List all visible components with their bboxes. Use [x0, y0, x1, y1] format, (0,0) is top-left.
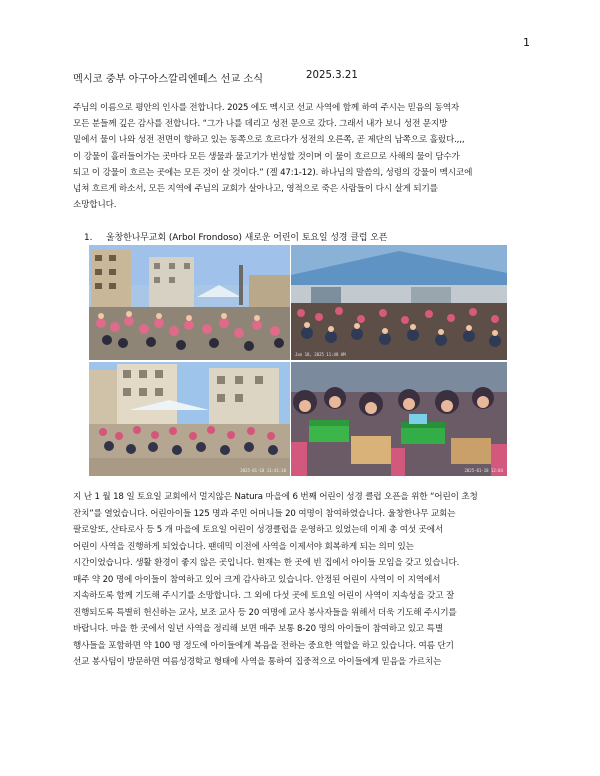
page-number: 1 — [523, 36, 530, 49]
intro-line: 이 강물이 흘러들어가는 곳마다 모든 생물과 물고기가 번성할 것이며 이 물이 흐르므로 사해의 물이 담수가 — [73, 151, 460, 162]
tent-ministry-crowd-photo — [291, 245, 507, 360]
photo-timestamp: 2025-01-18 12:04 — [464, 468, 503, 473]
section-title: 울창한나무교회 (Arbol Frondoso) 새로운 어린이 토요일 성경 클럽 오픈 — [106, 233, 388, 243]
intro-line: 넘쳐 흐르게 하소서, 모든 지역에 주님의 교회가 살아나고, 영적으로 죽은 사람들이 다시 살게 되기를 — [73, 184, 438, 195]
section-heading — [84, 230, 387, 243]
intro-line: 밑에서 물이 나와 성전 전면이 향하고 있는 동쪽으로 흐르다가 성전의 오른쪽, 곧 제단의 남쪽으로 흘렀다.,,, — [73, 135, 465, 146]
body-line: 지속하도록 함께 기도해 주시기를 소망합니다. 그 외에 다섯 곳에 토요일 어린이 사역이 지속성을 갖고 잘 — [73, 591, 455, 601]
newsletter-header — [73, 70, 540, 85]
body-line: 매주 약 20 명에 아이들이 참여하고 있어 크게 감사하고 있습니다. 안정된 어린이 사역이 이 지역에서 — [73, 574, 441, 585]
group-photo-apartments — [89, 362, 290, 476]
section-number: 1. — [84, 233, 93, 243]
body-line: 행사들을 포함하면 약 100 명 정도에 아이들에게 복음을 전하는 중요한 역할을 하고 있습니다. 여름 단기 — [73, 640, 454, 651]
intro-line: 모든 분들께 깊은 감사를 전합니다. “그가 나를 데리고 성전 문으로 갔다. 그래서 내가 보니 성전 문지방 — [73, 119, 448, 130]
body-line: 시간이었습니다. 생활 환경이 좋지 않은 곳입니다. 현재는 한 곳에 빈 집에서 아이들 모임을 갖고 있습니다. — [73, 558, 460, 568]
photo-timestamp: Jan 18, 2025 11:48 AM — [295, 352, 346, 357]
intro-line: 되고 이 강물이 흐르는 곳에는 모든 것이 살 것이다.” (겔 47:1-12). 하나님의 말씀의, 성령의 강물이 멕시코에 — [73, 167, 473, 178]
body-line: 어린이 사역을 진행하게 되었습니다. 팬데믹 이전에 사역을 이제서야 회복하게 되는 의미 있는 — [73, 541, 414, 552]
newsletter-title: 멕시코 중부 아구아스깔리엔떼스 선교 소식 — [73, 74, 264, 85]
children-outdoor-gathering-photo — [89, 245, 290, 360]
newsletter-date: 2025.3.21 — [306, 70, 358, 81]
body-line: 잔치”를 열었습니다. 어린아이들 125 명과 주민 어머니들 20 여명이 참여하였습니다. 울창한나무 교회는 — [73, 508, 456, 519]
body-line: 팔로알또, 산타로사 등 5 개 마을에 토요일 어린이 성경클럽을 운영하고 있었는데 이제 총 여섯 곳에서 — [73, 525, 444, 535]
body-line: 선교 봉사팀이 방문하면 여름성경학교 형태에 사역을 통하여 집중적으로 아이들에게 믿음을 가르치는 — [73, 657, 442, 667]
body-line: 진행되도록 특별히 헌신하는 교사, 보조 교사 등 20 여명에 교사 봉사자들을 위해서 더욱 기도해 주시기를 — [73, 607, 457, 618]
children-with-gift-boxes-photo — [291, 362, 507, 476]
body-line: 지 난 1 월 18 일 토요일 교회에서 멀지않은 Natura 마을에 6 번째 어린이 성경 클럽 오픈을 위한 “어린이 초청 — [73, 492, 478, 502]
photo-timestamp: 2025-01-18 11:41:18 — [240, 468, 286, 473]
body-line: 바랍니다. 마을 한 곳에서 일년 사역을 정리해 보면 매주 보통 8-20 명의 아이들이 참여하고 있고 특별 — [73, 624, 443, 634]
body-paragraph — [73, 489, 527, 671]
intro-line: 소망합니다. — [73, 200, 117, 211]
intro-paragraph — [73, 100, 525, 213]
intro-line: 주님의 이름으로 평안의 인사를 전합니다. 2025 에도 멕시코 선교 사역에 함께 하여 주시는 믿음의 동역자 — [73, 103, 460, 113]
